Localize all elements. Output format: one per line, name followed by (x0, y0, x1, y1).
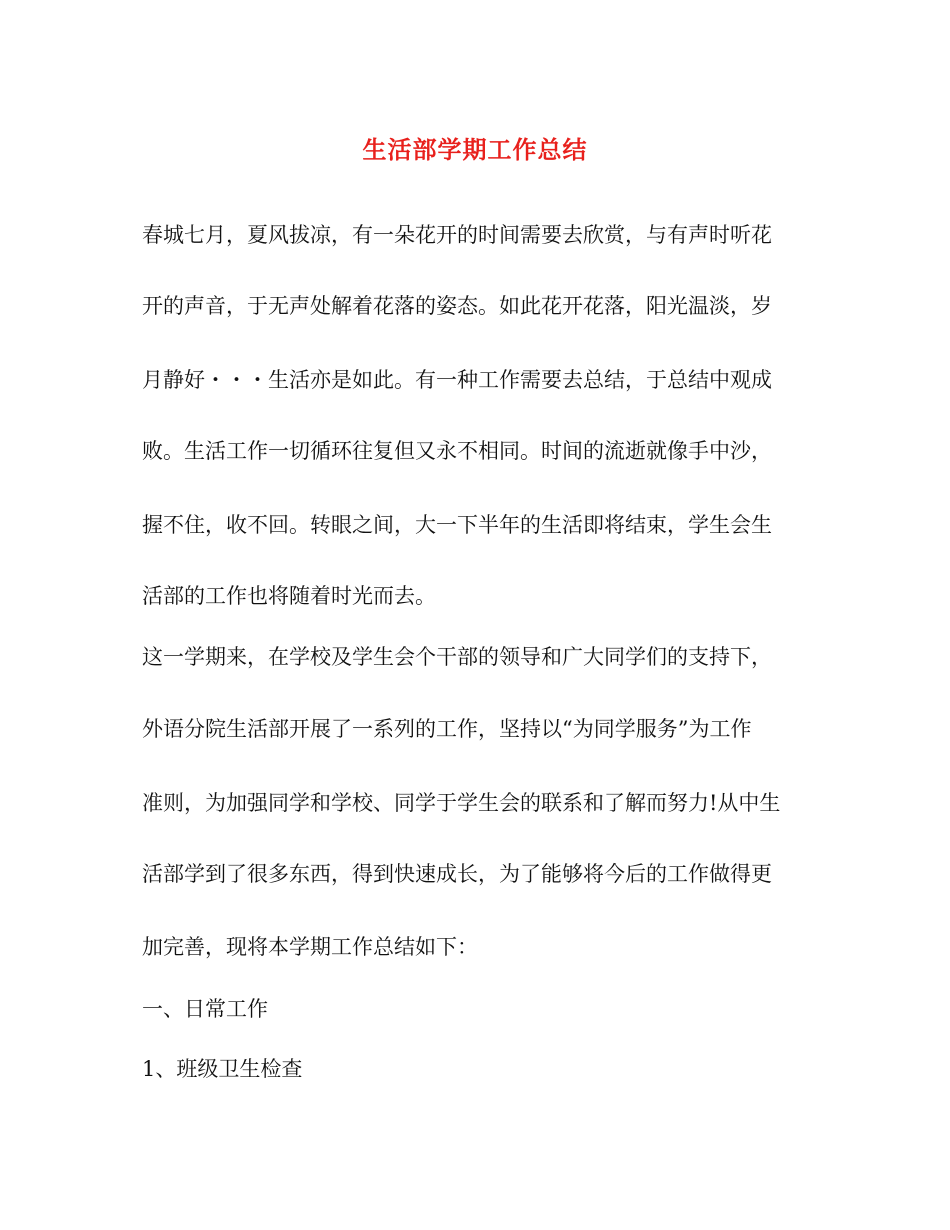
paragraph-line: 加完善，现将本学期工作总结如下： (142, 935, 478, 959)
paragraph-line: 败。生活工作一切循环往复但又永不相同。时间的流逝就像手中沙， (142, 439, 772, 463)
paragraph-line: 握不住，收不回。转眼之间，大一下半年的生活即将结束，学生会生 (142, 513, 772, 537)
document-title: 生活部学期工作总结 (362, 135, 588, 164)
paragraph-line: 外语分院生活部开展了一系列的工作，坚持以“为同学服务”为工作 (142, 717, 752, 741)
paragraph-line: 这一学期来，在学校及学生会个干部的领导和广大同学们的支持下， (142, 645, 772, 669)
paragraph-line: 月静好・・・生活亦是如此。有一种工作需要去总结，于总结中观成 (142, 368, 772, 392)
paragraph-line: 活部的工作也将随着时光而去。 (142, 584, 436, 608)
paragraph-line: 准则，为加强同学和学校、同学于学生会的联系和了解而努力!从中生 (142, 791, 781, 815)
paragraph-line: 开的声音，于无声处解着花落的姿态。如此花开花落，阳光温淡，岁 (142, 294, 772, 318)
subsection-heading: 1、班级卫生检查 (142, 1057, 303, 1081)
paragraph-line: 活部学到了很多东西，得到快速成长，为了能够将今后的工作做得更 (142, 862, 772, 886)
section-heading: 一、日常工作 (142, 997, 268, 1021)
paragraph-line: 春城七月，夏风拔凉，有一朵花开的时间需要去欣赏，与有声时听花 (142, 223, 772, 247)
